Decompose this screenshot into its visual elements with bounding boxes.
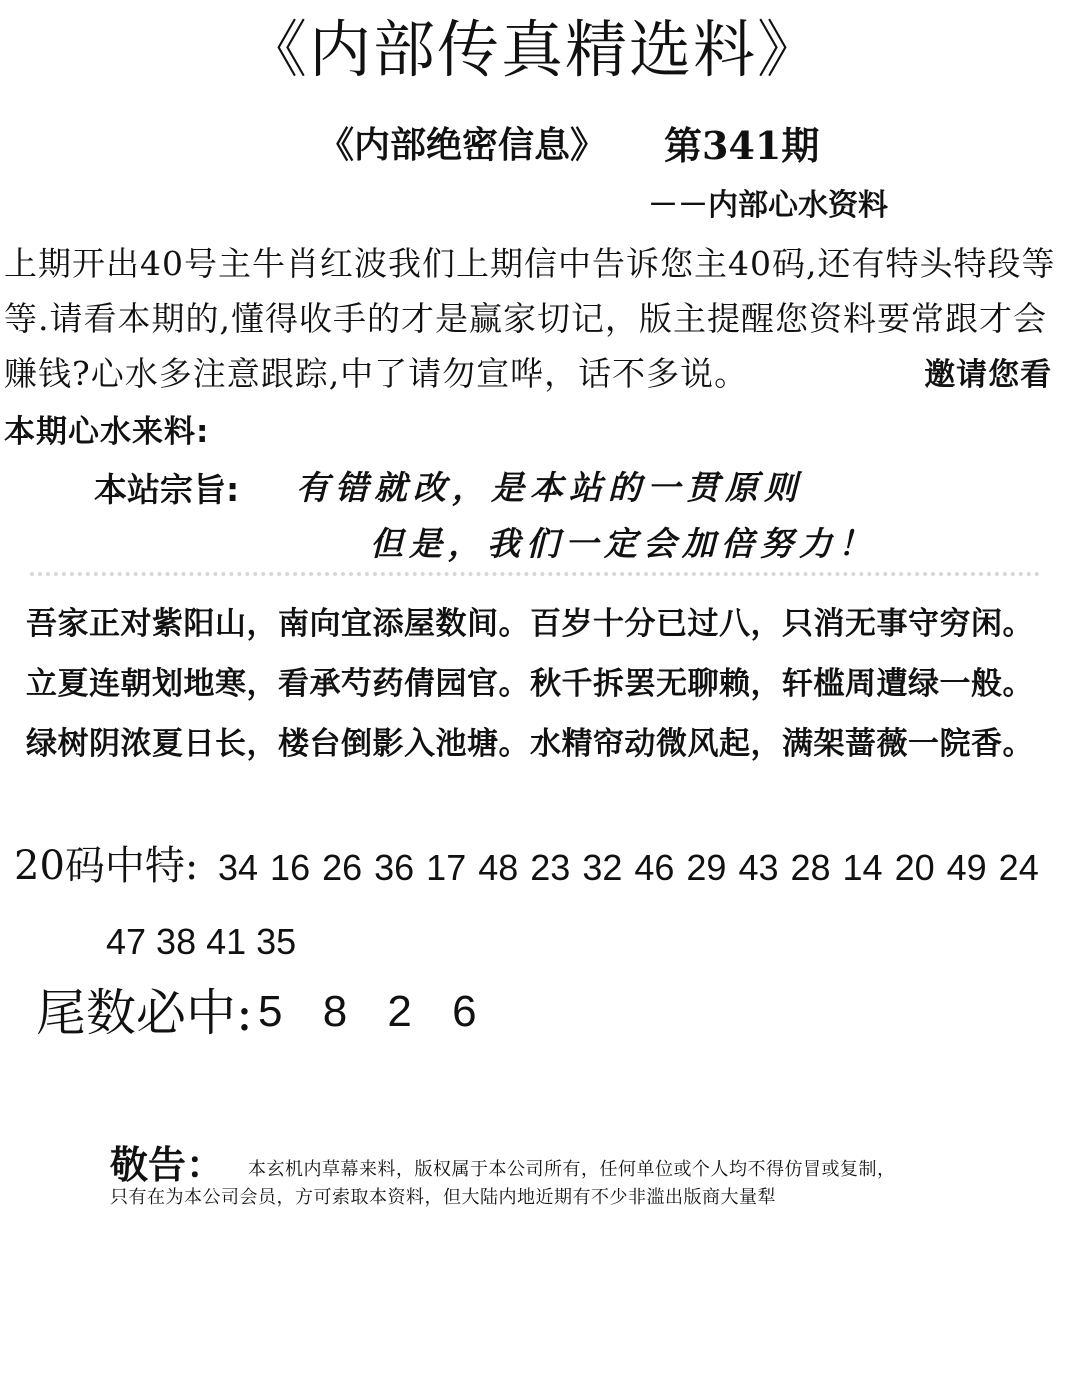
issue-number: 第341期 <box>664 123 820 168</box>
poem-line-3: 绿树阴浓夏日长，楼台倒影入池塘。水精帘动微风起，满架蔷薇一院香。 <box>26 726 1034 762</box>
dotted-divider <box>30 572 1040 582</box>
picks-numbers-line-2: 47 38 41 35 <box>106 921 297 962</box>
tail-label: 尾数必中: <box>36 984 253 1042</box>
source-label: －－内部心水资料 <box>648 188 888 223</box>
intro-text: 上期开出40号主牛肖红波我们上期信中告诉您主40码,还有特头特段等等.请看本期的,懂得收手的才是赢家切记，版主提醒您资料要常跟才会赚钱?心水多注意跟踪,中了请勿宣哗，话不多说。 <box>4 244 1056 393</box>
motto-line-1: 有错就改，是本站的一贯原则 <box>296 468 803 507</box>
picks-numbers-line-1: 34 16 26 36 17 48 23 32 46 29 43 28 14 20 49 24 <box>218 847 1039 888</box>
motto-label: 本站宗旨: <box>94 470 240 509</box>
picks-label: 20码中特: <box>14 843 199 889</box>
invite-text: 邀请您看本期心水来料: <box>4 357 1053 450</box>
poem-line-2: 立夏连朝划地寒，看承芍药倩园官。秋千拆罢无聊赖，轩槛周遭绿一般。 <box>26 666 1034 702</box>
poem-line-1: 吾家正对紫阳山，南向宜添屋数间。百岁十分已过八，只消无事守穷闲。 <box>26 606 1034 642</box>
motto-line-2: 但是，我们一定会加倍努力！ <box>370 524 877 563</box>
tail-numbers: 5 8 2 6 <box>258 987 479 1036</box>
notice-line-2: 只有在为本公司会员，方可索取本资料，但大陆内地近期有不少非滥出版商大量犁 <box>110 1187 776 1208</box>
subtitle: 《内部绝密信息》 <box>318 125 607 166</box>
main-title: 《内部传真精选料》 <box>244 13 821 86</box>
intro-paragraph <box>4 236 1064 460</box>
notice-line-1: 本玄机内草幕来料，版权属于本公司所有，任何单位或个人均不得仿冒或复制， <box>248 1159 896 1180</box>
notice-label: 敬告： <box>110 1142 225 1187</box>
